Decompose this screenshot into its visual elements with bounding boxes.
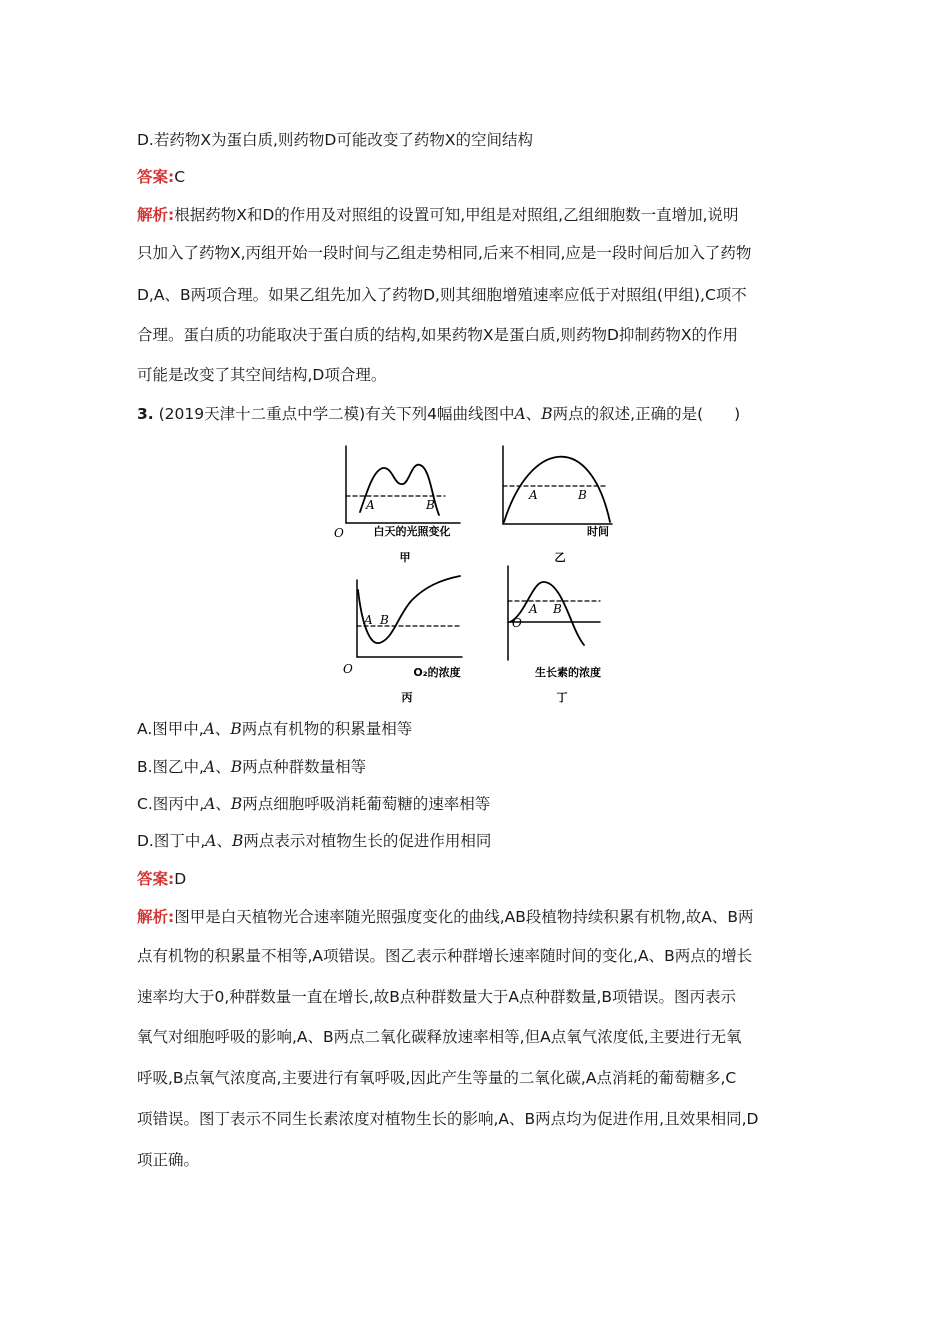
analysis-line-5: 可能是改变了其空间结构,D项合理。 [137, 366, 387, 384]
analysis-line-3: D,A、B两项合理。如果乙组先加入了药物D,则其细胞增殖速率应低于对照组(甲组),C项不 [137, 286, 747, 304]
analysis2-line-1 [137, 907, 754, 927]
option-d-point-a: A [205, 832, 217, 850]
stem-post: 两点的叙述,正确的是( ) [552, 405, 741, 423]
option-b-point-b: B [230, 758, 243, 776]
ding-origin: O [512, 616, 522, 630]
option-c-post: 两点细胞呼吸消耗葡萄糖的速率相等 [242, 795, 491, 813]
jia-point-b: B [426, 498, 435, 512]
analysis-text: 根据药物X和D的作用及对照组的设置可知,甲组是对照组,乙组细胞数一直增加,说明 [174, 206, 739, 224]
yi-point-b: B [578, 488, 587, 502]
option-d-pre: D.图丁中, [137, 832, 206, 850]
option-b [137, 757, 366, 777]
question-3-stem [137, 404, 740, 424]
graph-ding [489, 566, 601, 725]
ding-caption: 丁 [556, 691, 568, 704]
option-b-pre: B.图乙中, [137, 758, 204, 776]
ding-point-b: B [553, 602, 562, 616]
option-a-pre: A.图甲中, [137, 720, 204, 738]
answer-value: C [174, 168, 186, 186]
graph-jia [328, 446, 460, 725]
answer-line-1 [137, 167, 185, 187]
analysis2-line-4: 氧气对细胞呼吸的影响,A、B两点二氧化碳释放速率相等,但A点氧气浓度低,主要进行无氧 [137, 1028, 742, 1046]
option-d-previous: D.若药物X为蛋白质,则药物D可能改变了药物X的空间结构 [137, 131, 533, 149]
jia-point-a: A [366, 498, 375, 512]
analysis-label: 解析: [137, 206, 175, 224]
jia-caption: 甲 [399, 551, 411, 564]
yi-xlabel: 时间 [587, 525, 609, 538]
option-c-point-b: B [230, 795, 243, 813]
answer2-value: D [174, 870, 187, 888]
graph-yi [485, 446, 612, 725]
stem-sep: 、 [525, 405, 542, 423]
analysis2-line-5: 呼吸,B点氧气浓度高,主要进行有氧呼吸,因此产生等量的二氧化碳,A点消耗的葡萄糖多,C [137, 1069, 737, 1087]
option-c-point-a: A [204, 795, 216, 813]
option-d-sep: 、 [216, 832, 233, 850]
bing-caption: 丙 [401, 691, 413, 704]
jia-origin: O [334, 526, 344, 540]
analysis2-label: 解析: [137, 908, 175, 926]
yi-point-a: A [529, 488, 538, 502]
option-a-sep: 、 [214, 720, 231, 738]
ding-point-a: A [529, 602, 538, 616]
option-c [137, 794, 490, 814]
question-number: 3. [137, 405, 154, 423]
option-d [137, 831, 491, 851]
stem-pre: (2019天津十二重点中学二模)有关下列4幅曲线图中 [158, 405, 515, 423]
analysis2-line-6: 项错误。图丁表示不同生长素浓度对植物生长的影响,A、B两点均为促进作用,且效果相同,D [137, 1110, 759, 1128]
option-a-point-b: B [230, 720, 242, 738]
answer2-label: 答案: [137, 870, 175, 888]
analysis2-line-7: 项正确。 [137, 1151, 200, 1169]
answer-line-2 [137, 869, 186, 889]
option-c-sep: 、 [215, 795, 231, 813]
analysis2-text-1: 图甲是白天植物光合速率随光照强度变化的曲线,AB段植物持续积累有机物,故A、B两 [174, 908, 754, 926]
option-b-point-a: A [204, 758, 216, 776]
bing-origin: O [343, 662, 353, 676]
option-a-post: 两点有机物的积累量相等 [241, 720, 413, 738]
yi-caption: 乙 [554, 551, 566, 564]
stem-point-a: A [514, 405, 526, 423]
figure-four-graphs [0, 425, 950, 725]
graph-bing [338, 576, 462, 725]
answer-label: 答案: [137, 168, 175, 186]
stem-point-b: B [541, 405, 553, 423]
jia-xlabel: 白天的光照变化 [373, 525, 451, 538]
analysis2-line-3: 速率均大于0,种群数量一直在增长,故B点种群数量大于A点种群数量,B项错误。图丙表示 [137, 988, 737, 1006]
option-b-sep: 、 [215, 758, 231, 776]
analysis2-line-2: 点有机物的积累量不相等,A项错误。图乙表示种群增长速率随时间的变化,A、B两点的增长 [137, 947, 753, 965]
option-d-point-b: B [232, 832, 244, 850]
option-d-post: 两点表示对植物生长的促进作用相同 [243, 832, 492, 850]
ding-xlabel: 生长素的浓度 [535, 666, 601, 679]
option-c-pre: C.图丙中, [137, 795, 205, 813]
option-b-post: 两点种群数量相等 [242, 758, 367, 776]
analysis-line-4: 合理。蛋白质的功能取决于蛋白质的结构,如果药物X是蛋白质,则药物D抑制药物X的作用 [137, 326, 739, 344]
bing-xlabel: O₂的浓度 [413, 666, 461, 679]
analysis-line-2: 只加入了药物X,丙组开始一段时间与乙组走势相同,后来不相同,应是一段时间后加入了药物 [137, 244, 752, 262]
option-a [137, 719, 412, 739]
option-a-point-a: A [203, 720, 215, 738]
analysis-line-1 [137, 205, 739, 225]
bing-point-b: B [380, 613, 389, 627]
bing-point-a: A [364, 613, 373, 627]
